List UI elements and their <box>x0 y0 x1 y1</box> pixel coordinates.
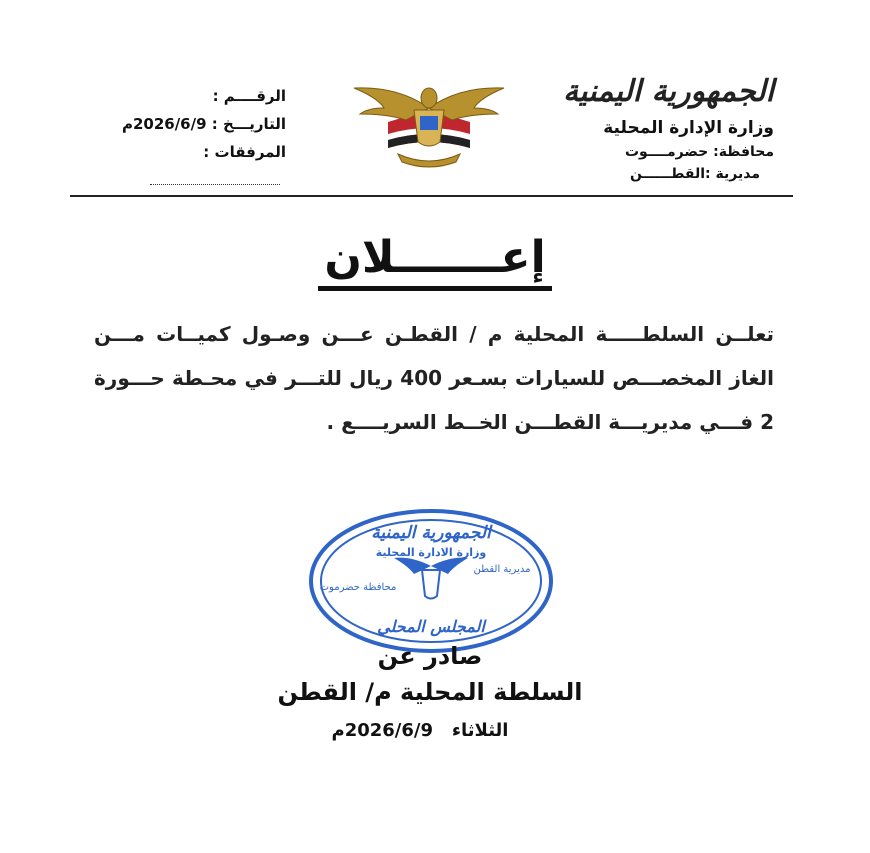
governorate-line: محافظة: حضرمــــوت <box>624 144 774 160</box>
stamp-left-text: محافظة حضرموت <box>319 582 397 593</box>
stamp-top-text: الجمهورية اليمنية <box>371 523 491 543</box>
official-stamp <box>306 506 556 656</box>
issue-day: الثلاثاء <box>451 720 509 741</box>
ministry-name: وزارة الإدارة المحلية <box>603 118 774 138</box>
issuing-authority: السلطة المحلية م/ القطن <box>277 678 583 706</box>
republic-title: الجمهورية اليمنية <box>563 74 774 109</box>
title-text: إعـــــــلان <box>318 230 551 291</box>
number-row <box>86 82 286 110</box>
letterhead-right <box>514 70 774 182</box>
dotted-line <box>150 174 280 185</box>
issue-date-line <box>300 720 540 741</box>
date-value: 2026/6/9م <box>121 115 207 133</box>
issued-by: صادر عن <box>377 642 483 670</box>
stamp-right-text: مديرية القطن <box>473 564 531 575</box>
announcement-body: تعلــن السلطـــــة المحلية م / القطـن عـــن وصـول كميــات مـــن الغاز المخصـــص للسيارات بسـعر 400 ريال للتـــر في محـطة حـــورة 2 فـــي مديريـــة القطـــن الخــط السريــــع . <box>94 322 775 434</box>
date-row <box>86 110 286 138</box>
stamp-bottom-text: المجلس المحلي <box>377 617 485 636</box>
reference-block <box>86 82 286 194</box>
issue-date: 2026/6/9م <box>331 720 433 741</box>
attachments-row <box>86 138 286 194</box>
announcement-title <box>0 230 870 291</box>
attachments-label: المرفقات : <box>203 143 286 161</box>
number-label: الرقــــم : <box>212 87 286 105</box>
date-label: التاريـــخ : <box>211 115 286 133</box>
stamp-line2-text: وزارة الادارة المحلية <box>375 546 487 559</box>
directorate-line: مديرية :القطــــــن <box>629 166 760 182</box>
header-divider <box>70 195 793 197</box>
stamp-eagle-icon <box>394 558 468 574</box>
eagle-emblem <box>348 78 510 170</box>
